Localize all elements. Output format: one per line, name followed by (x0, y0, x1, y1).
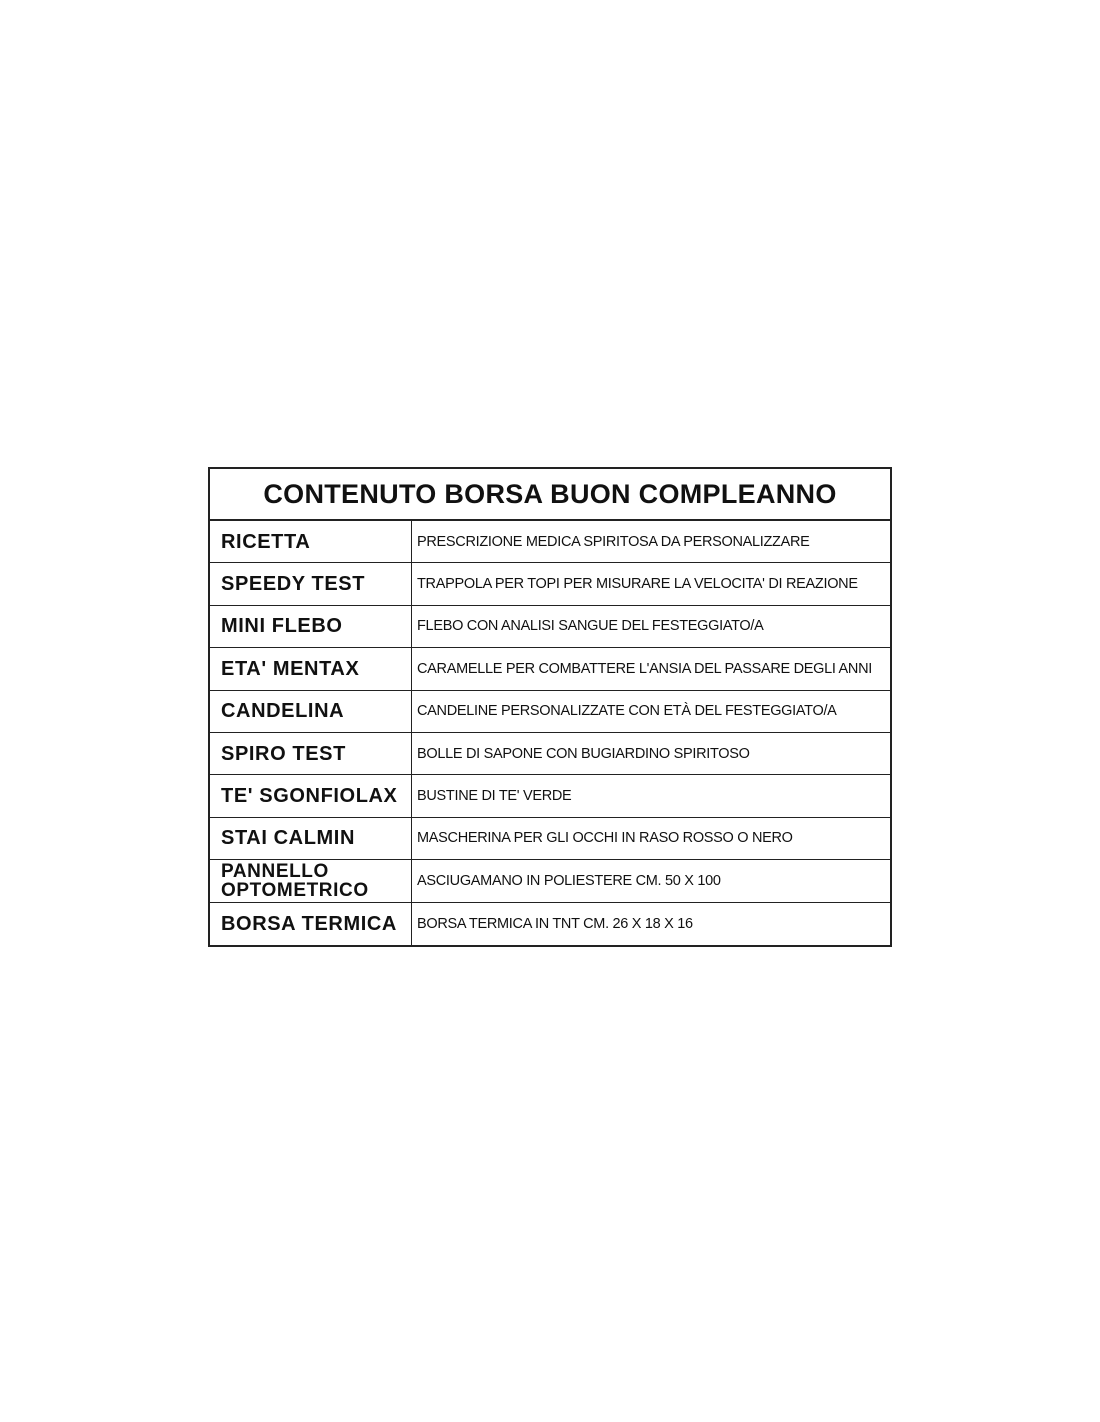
item-name: SPIRO TEST (210, 733, 412, 774)
item-description: BORSA TERMICA IN TNT CM. 26 X 18 X 16 (417, 915, 693, 932)
contents-table (208, 467, 892, 947)
item-name: SPEEDY TEST (210, 563, 412, 604)
item-description: ASCIUGAMANO IN POLIESTERE CM. 50 X 100 (417, 872, 721, 889)
table-row (210, 606, 890, 648)
item-description: BUSTINE DI TE' VERDE (417, 788, 572, 805)
table-row (210, 860, 890, 902)
item-name: RICETTA (210, 521, 412, 562)
item-description: FLEBO CON ANALISI SANGUE DEL FESTEGGIATO/A (417, 618, 764, 635)
table-row (210, 733, 890, 775)
item-description: MASCHERINA PER GLI OCCHI IN RASO ROSSO O NERO (417, 830, 793, 847)
table-row (210, 818, 890, 860)
item-description: PRESCRIZIONE MEDICA SPIRITOSA DA PERSONALIZZARE (417, 533, 810, 550)
item-name: MINI FLEBO (210, 606, 412, 647)
item-description: CARAMELLE PER COMBATTERE L'ANSIA DEL PASSARE DEGLI ANNI (417, 660, 872, 677)
table-row (210, 775, 890, 817)
item-description: CANDELINE PERSONALIZZATE CON ETÀ DEL FESTEGGIATO/A (417, 703, 837, 720)
item-name: ETA' MENTAX (210, 648, 412, 689)
table-row (210, 903, 890, 945)
table-title: CONTENUTO BORSA BUON COMPLEANNO (210, 469, 890, 521)
item-name: STAI CALMIN (210, 818, 412, 859)
table-row (210, 691, 890, 733)
table-row (210, 563, 890, 605)
item-name: TE' SGONFIOLAX (210, 775, 412, 816)
item-description: TRAPPOLA PER TOPI PER MISURARE LA VELOCITA' DI REAZIONE (417, 576, 858, 593)
table-row (210, 648, 890, 690)
item-name: PANNELLO OPTOMETRICO (210, 860, 412, 901)
item-name: CANDELINA (210, 691, 412, 732)
item-description: BOLLE DI SAPONE CON BUGIARDINO SPIRITOSO (417, 745, 750, 762)
table-row (210, 521, 890, 563)
item-name: BORSA TERMICA (210, 903, 412, 945)
